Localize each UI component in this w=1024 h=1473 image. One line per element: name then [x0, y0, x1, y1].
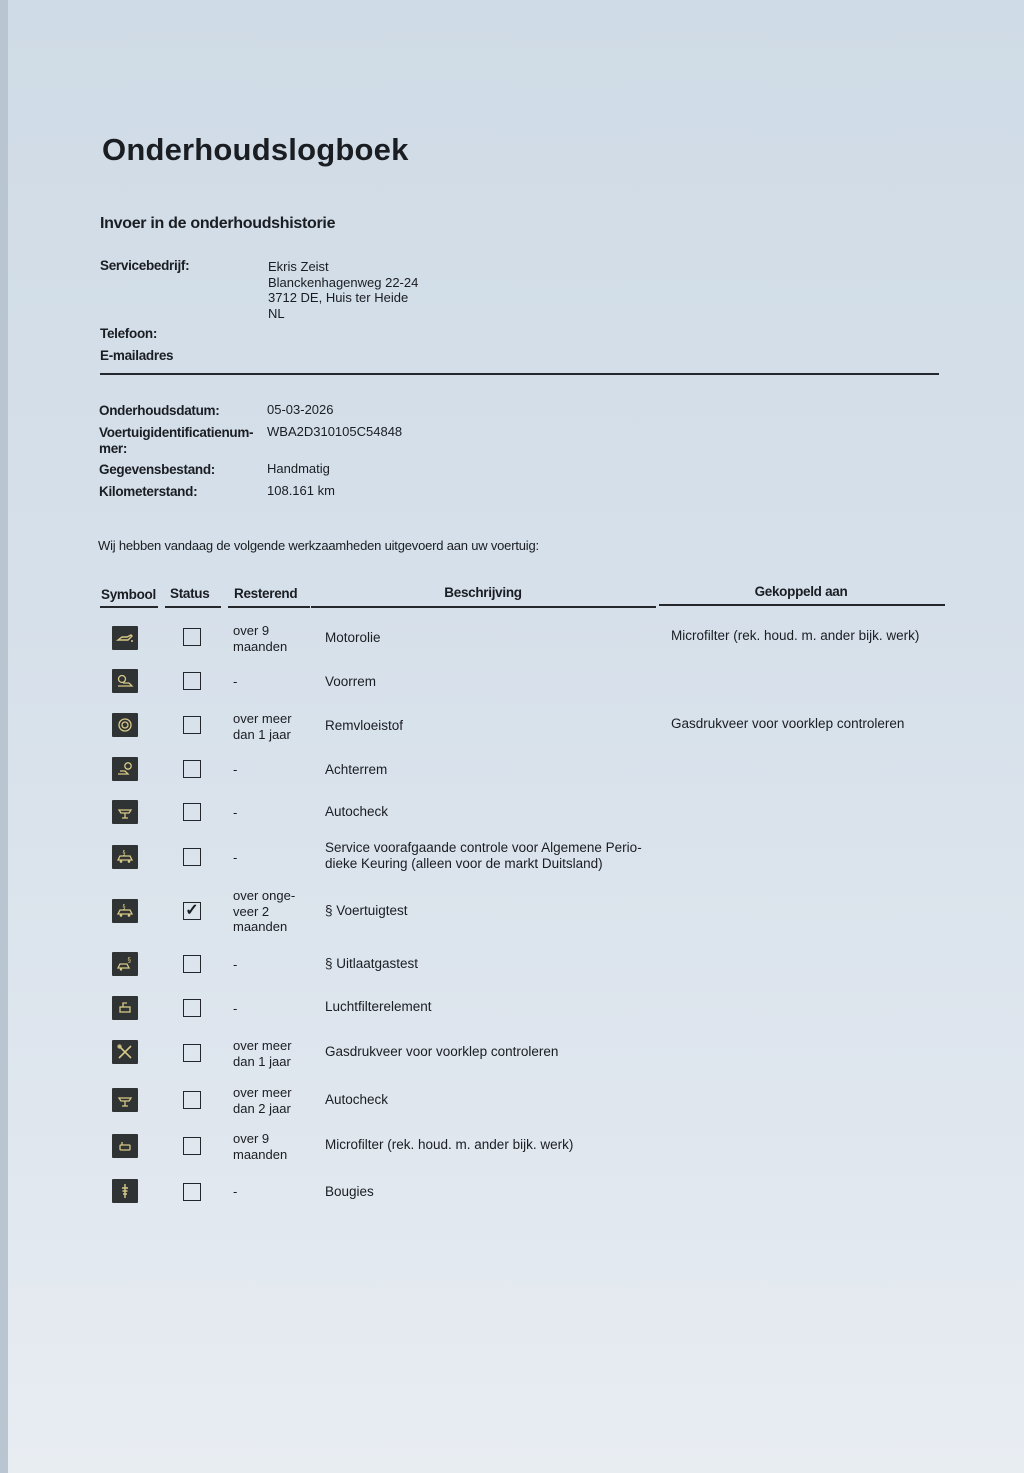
status-checkbox[interactable] — [183, 628, 201, 646]
service-date-label: Onderhoudsdatum: — [99, 403, 220, 418]
remaining-cell: over 9 maanden — [233, 623, 288, 654]
divider — [100, 373, 939, 375]
status-checkbox[interactable] — [183, 803, 201, 821]
page-title: Onderhoudslogboek — [102, 132, 409, 167]
description-cell: Remvloeistof — [325, 718, 404, 733]
col-linked: Gekoppeld aan — [754, 584, 848, 599]
status-checkbox[interactable] — [183, 848, 201, 866]
description-cell: Achterrem — [325, 762, 388, 777]
intro-text: Wij hebben vandaag de volgende werkzaamheden uitgevoerd aan uw voertuig: — [98, 538, 539, 553]
phone-label: Telefoon: — [100, 326, 158, 341]
spark-plug-icon — [112, 1179, 138, 1203]
wrench-screwdriver-icon — [112, 1040, 138, 1064]
inspection-car-icon — [112, 899, 138, 923]
data-source-value: Handmatig — [267, 461, 330, 476]
header-underline-status — [165, 606, 221, 608]
col-symbol: Symbool — [101, 587, 156, 602]
description-cell: Luchtfilterelement — [325, 999, 432, 1014]
remaining-cell: over onge-veer 2 maanden — [233, 888, 296, 934]
oil-can-icon — [112, 626, 138, 650]
status-checkbox[interactable] — [183, 955, 201, 973]
description-cell: Autocheck — [325, 804, 389, 819]
remaining-cell: over meer dan 1 jaar — [233, 1038, 292, 1069]
status-checkbox[interactable] — [183, 999, 201, 1017]
section-subtitle: Invoer in de onderhoudshistorie — [100, 215, 336, 232]
status-checkbox[interactable] — [183, 1044, 201, 1062]
linked-cell: Microfilter (rek. houd. m. ander bijk. werk) — [671, 628, 920, 643]
remaining-cell: - — [233, 805, 238, 820]
remaining-cell: - — [233, 1001, 238, 1016]
company-label: Servicebedrijf: — [100, 258, 190, 273]
status-checkbox[interactable] — [183, 1137, 201, 1155]
description-cell: § Uitlaatgastest — [325, 956, 419, 971]
svg-text:§: § — [122, 903, 126, 911]
remaining-cell: over 9 maanden — [233, 1131, 288, 1162]
company-street: Blanckenhagenweg 22-24 — [268, 274, 419, 290]
maintenance-log-page — [8, 0, 1024, 1473]
linked-cell: Gasdrukveer voor voorklep controleren — [671, 716, 905, 731]
service-date-value: 05-03-2026 — [267, 402, 334, 417]
microfilter-icon — [112, 1134, 138, 1158]
front-brake-icon — [112, 669, 138, 693]
status-checkbox[interactable] — [183, 672, 201, 690]
header-underline-description — [311, 606, 656, 608]
col-remaining: Resterend — [234, 586, 298, 601]
description-cell: Bougies — [325, 1184, 374, 1199]
air-filter-icon — [112, 996, 138, 1020]
mileage-value: 108.161 km — [267, 483, 335, 498]
description-cell: Service voorafgaande controle voor Algemene Perio-dieke Keuring (alleen voor de markt Duitsland) — [325, 840, 642, 871]
company-country: NL — [268, 305, 285, 321]
status-checkbox-checked[interactable]: ✓ — [183, 902, 201, 920]
email-label: E-mailadres — [100, 348, 174, 363]
description-cell: § Voertuigtest — [325, 903, 408, 918]
header-underline-linked — [659, 604, 945, 606]
vin-label: Voertuigidentificatienum-mer: — [99, 425, 254, 456]
paper-edge — [0, 0, 8, 1473]
remaining-cell: - — [233, 957, 238, 972]
svg-text:§: § — [122, 849, 126, 857]
description-cell: Motorolie — [325, 630, 381, 645]
remaining-cell: - — [233, 1184, 238, 1199]
header-underline-remaining — [228, 606, 310, 608]
vin-value: WBA2D310105C54848 — [267, 424, 403, 439]
description-cell: Gasdrukveer voor voorklep controleren — [325, 1044, 559, 1059]
mileage-label: Kilometerstand: — [99, 484, 198, 499]
header-underline-symbol — [100, 606, 158, 608]
remaining-cell: - — [233, 762, 238, 777]
status-checkbox[interactable] — [183, 760, 201, 778]
description-cell: Autocheck — [325, 1092, 389, 1107]
remaining-cell: - — [233, 674, 238, 689]
brake-fluid-icon — [112, 713, 138, 737]
description-cell: Voorrem — [325, 674, 377, 689]
inspection-car-icon — [112, 845, 138, 869]
remaining-cell: - — [233, 850, 238, 865]
vehicle-check-icon — [112, 800, 138, 824]
status-checkbox[interactable] — [183, 1091, 201, 1109]
company-city: 3712 DE, Huis ter Heide — [268, 290, 409, 305]
company-address — [268, 259, 418, 321]
col-status: Status — [170, 586, 210, 601]
svg-text:§: § — [127, 956, 131, 964]
remaining-cell: over meer dan 1 jaar — [233, 711, 292, 742]
vehicle-check-icon — [112, 1088, 138, 1112]
description-cell: Microfilter (rek. houd. m. ander bijk. werk) — [325, 1137, 574, 1152]
emission-test-icon — [112, 952, 138, 976]
col-description: Beschrijving — [444, 585, 522, 600]
rear-brake-icon — [112, 757, 138, 781]
status-checkbox[interactable] — [183, 1183, 201, 1201]
company-name: Ekris Zeist — [268, 259, 329, 274]
remaining-cell: over meer dan 2 jaar — [233, 1085, 292, 1116]
status-checkbox[interactable] — [183, 716, 201, 734]
data-source-label: Gegevensbestand: — [99, 462, 215, 477]
